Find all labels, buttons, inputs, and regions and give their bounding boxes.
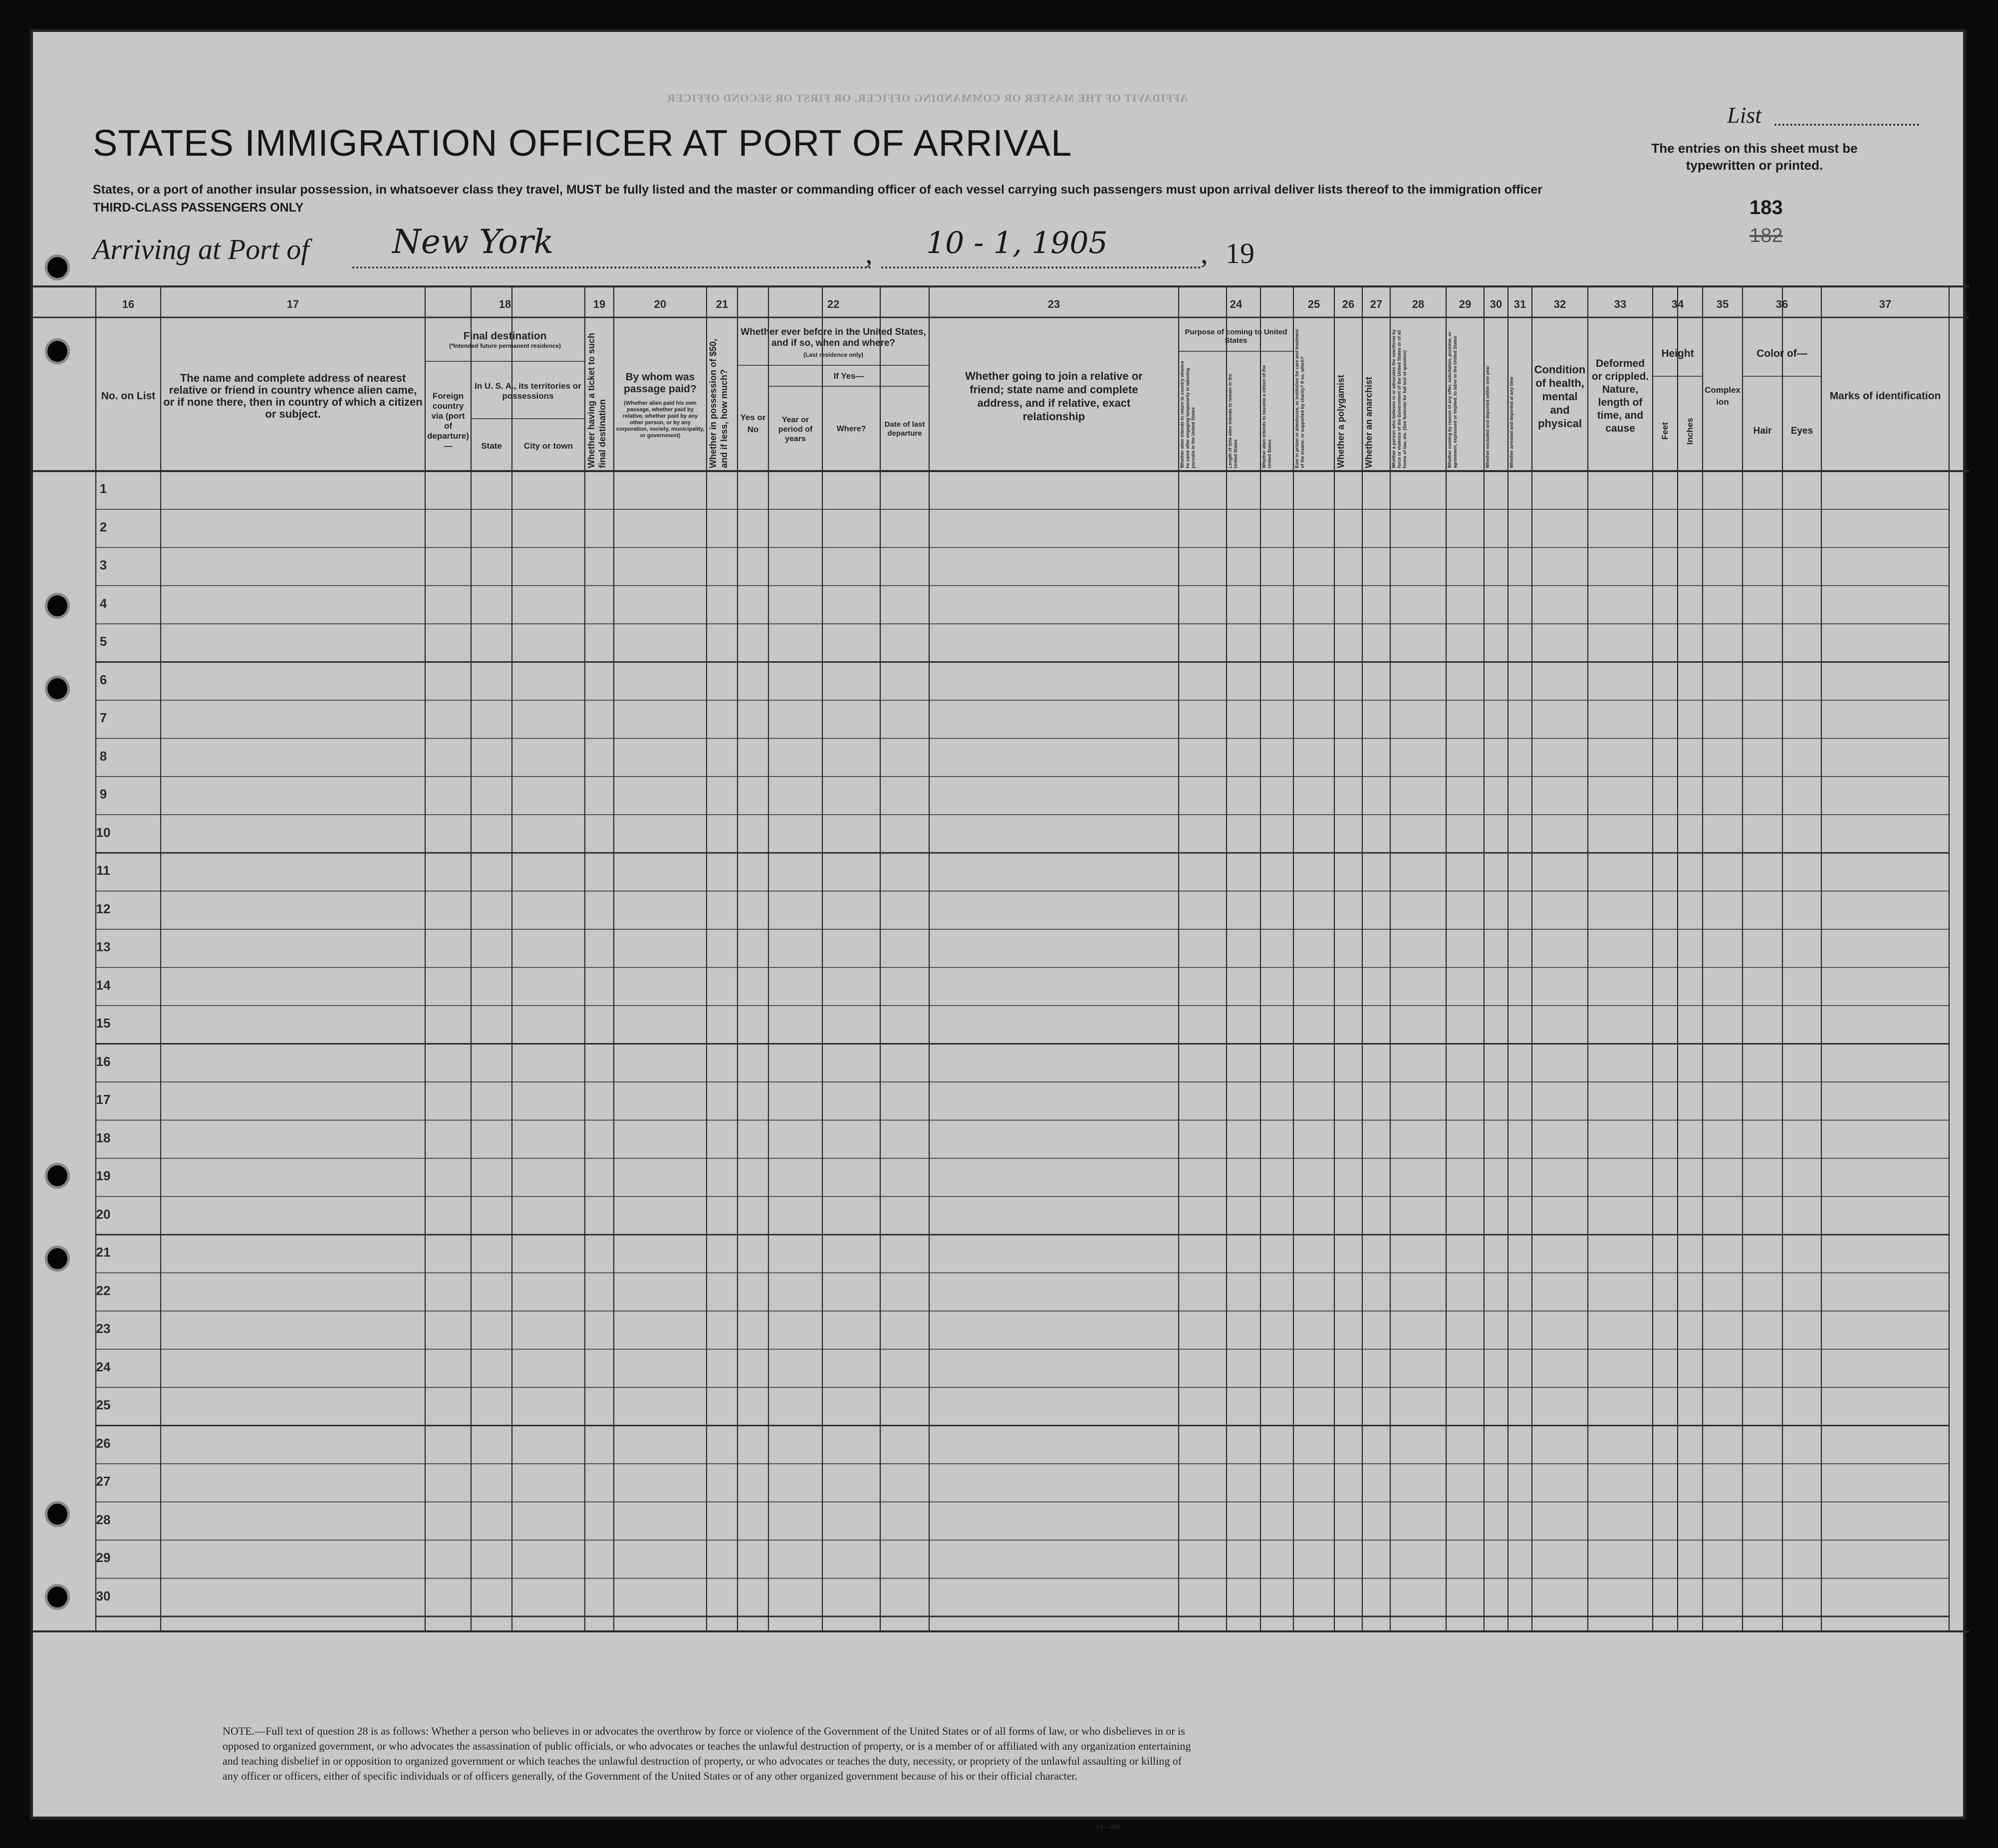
col-header-29: Whether coming by reason of any offer, solicitation, promise, or agreement, expressed or implied, to labor in the United States bbox=[1447, 331, 1458, 468]
faded-affidavit-text: AFFIDAVIT OF THE MASTER OR COMMANDING OFFICER, OR FIRST OR SECOND OFFICER bbox=[667, 92, 1188, 104]
col-header-27: Whether an anarchist bbox=[1364, 376, 1374, 468]
row-number: 3 bbox=[99, 557, 107, 572]
col-24-length: Length of time alien intends to remain in the United States bbox=[1228, 373, 1238, 468]
col-num-31: 31 bbox=[1513, 298, 1526, 310]
date-handwritten: 10 - 1, 1905 bbox=[926, 226, 1108, 261]
col-header-24: Purpose of coming to United States bbox=[1185, 328, 1287, 345]
col-num-24: 24 bbox=[1230, 298, 1243, 310]
comma-1: , bbox=[865, 237, 873, 269]
row-number: 22 bbox=[96, 1283, 111, 1298]
struck-number: 182 bbox=[1749, 225, 1783, 247]
col-header-35: Complexion bbox=[1705, 385, 1741, 407]
col-num-29: 29 bbox=[1459, 298, 1472, 310]
col-22-departure: Date of last departure bbox=[884, 420, 925, 438]
row-number: 13 bbox=[96, 939, 111, 954]
row-number: 25 bbox=[96, 1397, 111, 1412]
col-header-22 bbox=[738, 322, 929, 365]
page-title: STATES IMMIGRATION OFFICER AT PORT OF ARRIVAL bbox=[93, 122, 1072, 164]
row-number: 2 bbox=[99, 519, 107, 534]
row-number: 23 bbox=[96, 1321, 111, 1336]
col-num-22: 22 bbox=[827, 298, 840, 310]
comma-2: , bbox=[1201, 237, 1208, 269]
col-num-27: 27 bbox=[1370, 298, 1383, 310]
col-header-19: Whether having a ticket to such final destination bbox=[586, 332, 607, 468]
row-number: 12 bbox=[96, 901, 111, 916]
col-24-citizen: Whether alien intends to become a citizen of the United States bbox=[1261, 365, 1272, 468]
col-num-33: 33 bbox=[1614, 298, 1627, 310]
col-header-37: Marks of identification bbox=[1829, 390, 1941, 402]
row-number: 28 bbox=[96, 1512, 111, 1527]
col-num-35: 35 bbox=[1716, 298, 1729, 310]
footnote-question-28: NOTE.—Full text of question 28 is as follows: Whether a person who believes in or advocates the overthrow by force or violence of the Government of the United States or of all forms of law, or who disbelieves in or is opposed to organized government, or who advocates the assassination of public officials, or who advocates or teaches the unlawful destruction of property, or is a member of or affiliated with any organization entertaining and teaching disbelief in or opposition to organized government or which teaches the unlawful destruction of property, or who advocates or teaches the duty, necessity, or propriety of the unlawful assaulting or killing of any officer or officers, either of specific individuals or of officers generally, of the Government of the United States or of any other organized government because of his or their official character. bbox=[223, 1725, 1191, 1782]
row-number: 7 bbox=[99, 710, 107, 725]
col-num-17: 17 bbox=[286, 298, 299, 310]
col-num-26: 26 bbox=[1342, 298, 1355, 310]
col-num-34: 34 bbox=[1671, 298, 1684, 310]
col-22-where: Where? bbox=[836, 425, 866, 433]
col-header-16: No. on List bbox=[101, 390, 156, 402]
col-num-30: 30 bbox=[1490, 298, 1502, 310]
col-22-years: Year or period of years bbox=[778, 415, 813, 443]
row-number: 11 bbox=[96, 863, 110, 878]
col-18-sublabel: (*Intended future permanent residence) bbox=[449, 342, 561, 349]
col-header-31: Whether arrested and deported at any time bbox=[1509, 376, 1514, 468]
row-number: 30 bbox=[96, 1588, 111, 1603]
row-number: 18 bbox=[96, 1130, 111, 1145]
row-number: 29 bbox=[96, 1550, 111, 1565]
col-header-21: Whether in possession of $50, and if less, how much? bbox=[708, 338, 729, 468]
col-22-yes-no: Yes or No bbox=[740, 413, 766, 434]
row-number: 20 bbox=[96, 1206, 111, 1222]
col-header-33: Deformed or crippled. Nature, length of time, and cause bbox=[1591, 358, 1649, 434]
row-number: 10 bbox=[96, 824, 111, 840]
row-number: 21 bbox=[96, 1245, 111, 1260]
col-18-city: City or town bbox=[523, 441, 573, 451]
col-20-sublabel: (Whether alien paid his own passage, whether paid by relative, whether paid by any other person, or by any corporation, society, municipality, or government) bbox=[616, 400, 705, 439]
col-34-inches: Inches bbox=[1685, 418, 1695, 445]
col-header-26: Whether a polygamist bbox=[1336, 374, 1346, 468]
manifest-sheet bbox=[30, 29, 1966, 1831]
arriving-label: Arriving at Port of bbox=[93, 233, 309, 265]
col-22-sublabel: (Last residence only) bbox=[803, 351, 864, 358]
col-num-20: 20 bbox=[654, 298, 667, 310]
row-number: 27 bbox=[96, 1474, 111, 1489]
col-num-19: 19 bbox=[593, 298, 606, 310]
col-20-title: By whom was passage paid? bbox=[624, 371, 697, 395]
col-header-20 bbox=[614, 321, 707, 471]
class-line: THIRD-CLASS PASSENGERS ONLY bbox=[93, 201, 304, 215]
col-header-34: Height bbox=[1661, 348, 1694, 359]
row-number: 17 bbox=[96, 1092, 111, 1107]
row-number: 15 bbox=[96, 1016, 111, 1031]
col-header-17: The name and complete address of nearest relative or friend in country whence alien came, or if none there, then in country of which a citizen or subject. bbox=[163, 372, 423, 420]
col-34-feet: Feet bbox=[1660, 422, 1670, 440]
col-header-32: Condition of health, mental and physical bbox=[1534, 363, 1586, 430]
col-36-eyes: Eyes bbox=[1790, 426, 1813, 436]
col-18-usa: In U. S. A., its territories or possessions bbox=[475, 381, 581, 401]
row-number: 6 bbox=[99, 672, 107, 687]
row-number: 24 bbox=[96, 1359, 111, 1374]
col-num-36: 36 bbox=[1775, 298, 1788, 310]
typewritten-note: The entries on this sheet must be typewritten or printed. bbox=[1651, 141, 1858, 173]
col-num-21: 21 bbox=[716, 298, 729, 310]
col-num-32: 32 bbox=[1553, 298, 1566, 310]
port-handwritten: New York bbox=[392, 223, 554, 261]
row-number: 19 bbox=[96, 1168, 111, 1183]
row-number: 5 bbox=[99, 634, 107, 649]
list-label: List bbox=[1727, 102, 1762, 128]
row-number: 9 bbox=[99, 787, 107, 801]
col-num-28: 28 bbox=[1412, 298, 1425, 310]
col-22-if-yes: If Yes— bbox=[833, 371, 864, 381]
row-number: 16 bbox=[96, 1054, 111, 1069]
col-header-18 bbox=[425, 322, 585, 357]
col-22-title: Whether ever before in the United States, and if so, when and where? bbox=[741, 327, 926, 348]
row-number: 8 bbox=[99, 748, 107, 764]
col-num-16: 16 bbox=[122, 298, 135, 310]
col-header-23: Whether going to join a relative or friend; state name and complete address, and if relative, exact relationship bbox=[965, 370, 1143, 423]
col-18-title: Final destination bbox=[463, 330, 547, 342]
col-num-23: 23 bbox=[1047, 298, 1060, 310]
col-header-36: Color of— bbox=[1756, 348, 1807, 359]
row-number: 4 bbox=[99, 595, 107, 611]
col-18-state: State bbox=[481, 441, 502, 451]
col-num-18: 18 bbox=[499, 298, 511, 310]
col-header-28: Whether a person who believes in or advocates the overthrow by force or violence of the Government of the United States or of all forms of law, etc. (See footnote for full text of question) bbox=[1391, 329, 1407, 468]
row-number: 26 bbox=[96, 1435, 111, 1451]
row-number: 14 bbox=[96, 977, 111, 993]
col-num-25: 25 bbox=[1307, 298, 1320, 310]
page-number: 183 bbox=[1749, 197, 1783, 219]
col-header-25: Ever in prison or almshouse, or institution for care and treatment of the insane, or supported by charity? If so, which? bbox=[1294, 329, 1305, 468]
year-prefix: 19 bbox=[1226, 237, 1254, 269]
col-24-return: Whether alien intends to return to country whence he came after engaging temporarily in laboring pursuits in the United States bbox=[1180, 360, 1196, 468]
col-num-37: 37 bbox=[1879, 298, 1892, 310]
subtitle: States, or a port of another insular possession, in whatsoever class they travel, MUST be fully listed and the master or commanding officer of each vessel carrying such passengers must upon arrival deliver lists thereof to the immigration officer bbox=[93, 183, 1542, 197]
form-number: 14—480 bbox=[1096, 1824, 1120, 1831]
col-header-30: Whether excluded and deported within one year bbox=[1485, 365, 1490, 468]
col-36-hair: Hair bbox=[1753, 426, 1772, 436]
col-18-foreign: Foreign country via (port of departure)— bbox=[427, 391, 470, 451]
row-number: 1 bbox=[99, 481, 107, 496]
